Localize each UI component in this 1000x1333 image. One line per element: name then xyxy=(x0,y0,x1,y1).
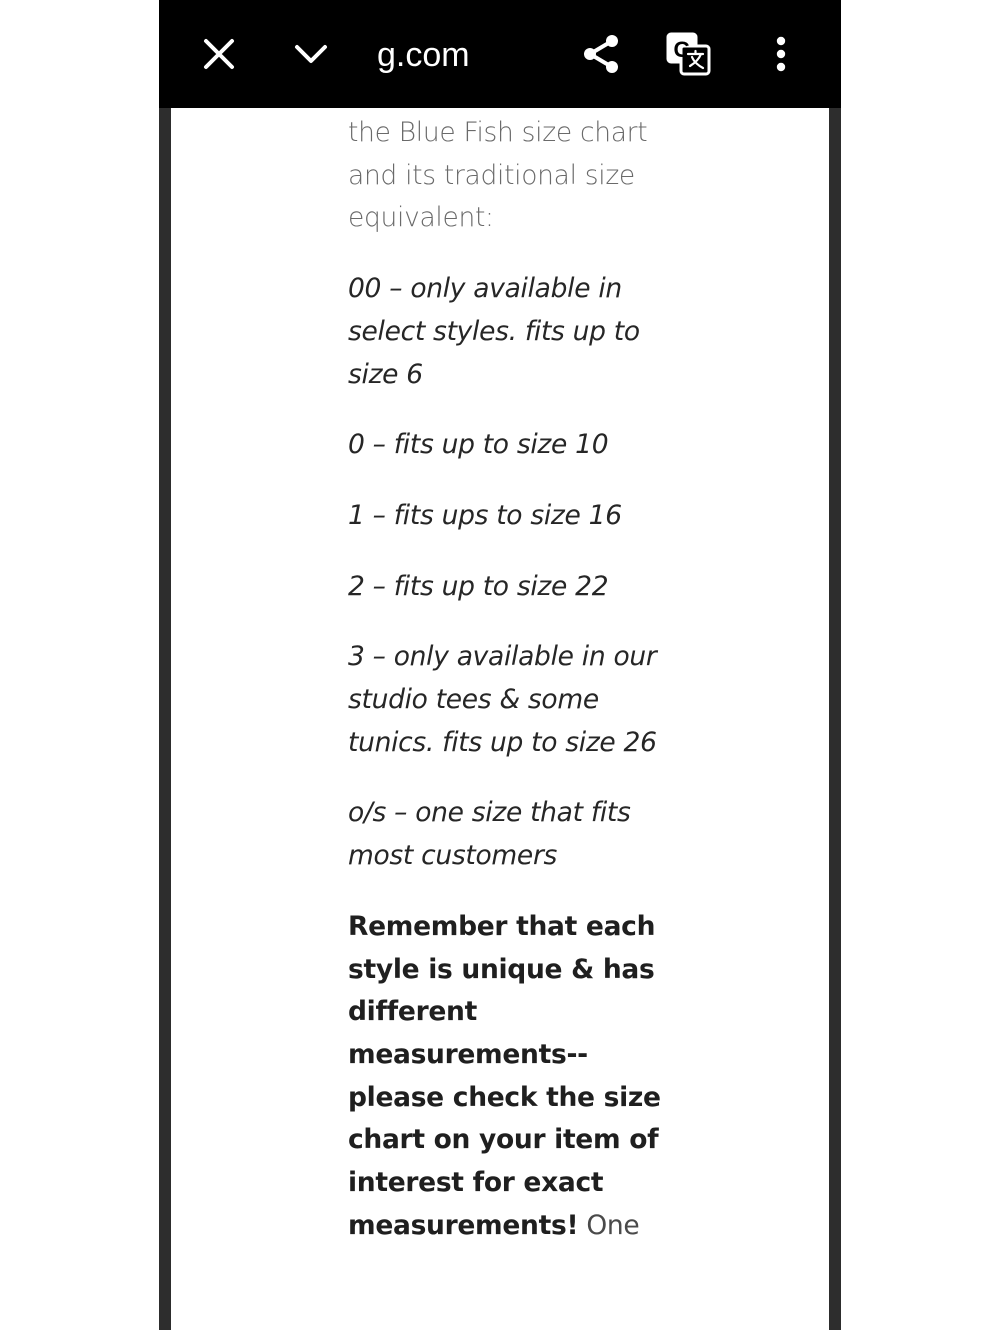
intro-paragraph: the Blue Fish size chart and its traditional size equivalent: xyxy=(348,117,648,234)
minimize-button[interactable] xyxy=(287,30,335,78)
close-button[interactable] xyxy=(195,30,243,78)
translate-icon xyxy=(666,32,712,76)
chevron-down-icon xyxy=(293,42,329,66)
size-item-3: 3 – only available in our studio tees & some tunics. fits up to size 26 xyxy=(348,641,657,758)
translate-button[interactable] xyxy=(665,30,713,78)
more-options-button[interactable] xyxy=(757,30,805,78)
measurements-note xyxy=(348,906,668,1248)
url-text[interactable]: ɡ.com xyxy=(377,36,470,74)
translate-glyph: G xyxy=(673,37,691,62)
article-body xyxy=(348,112,668,1275)
browser-toolbar xyxy=(159,0,841,108)
phone-screen xyxy=(159,0,841,1330)
size-item-2: 2 – fits up to size 22 xyxy=(348,570,609,602)
note-text: Remember that each style is unique & has different measurements--please check the size chart on your item of interest for exact measurements! xyxy=(348,910,661,1241)
web-page-content[interactable] xyxy=(171,108,829,1330)
size-item-0: 0 – fits up to size 10 xyxy=(348,429,609,461)
share-button[interactable] xyxy=(577,30,625,78)
share-icon xyxy=(581,33,621,75)
size-item-os: o/s – one size that fits most customers xyxy=(348,797,631,872)
size-item-1: 1 – fits ups to size 16 xyxy=(348,499,622,531)
note-tail: One xyxy=(578,1209,640,1241)
more-vert-icon xyxy=(775,36,787,72)
size-item-00: 00 – only available in select styles. fits up to size 6 xyxy=(348,273,640,390)
close-icon xyxy=(202,37,236,71)
